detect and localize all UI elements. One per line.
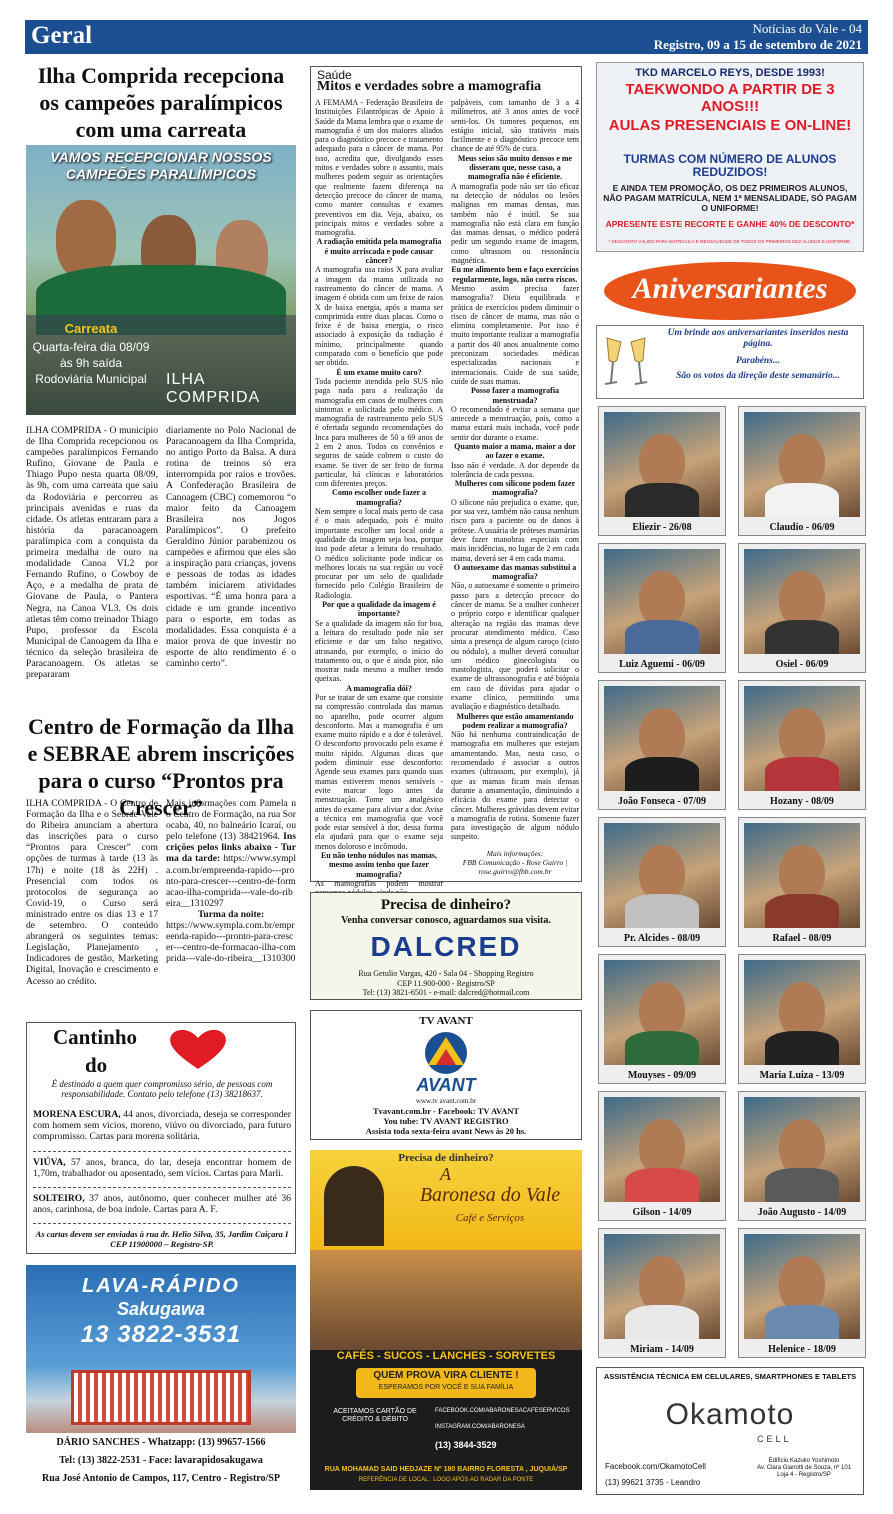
birthday-caption: Pr. Alcides - 08/09 xyxy=(623,933,701,944)
cafe-addr: RUA MOHAMAD SAID HEDJAZE Nº 180 BAIRRO FLORESTA , JUQUIÁ/SP xyxy=(324,1466,568,1473)
birthday-caption: Maria Luiza - 13/09 xyxy=(759,1070,845,1081)
tvavant-ad xyxy=(310,1010,582,1140)
cafe-top: Precisa de dinheiro? xyxy=(398,1152,494,1164)
birthday-caption: Mouyses - 09/09 xyxy=(627,1070,697,1081)
birthday-portrait xyxy=(604,412,720,517)
birthday-photo xyxy=(598,1228,726,1358)
saude-paragraph: Por se tratar de um exame que consiste na compressão controlada das mamas no aparelho, pode ocorrer algum desconforto. Mas a mamografia é um exame muito rápido e a dor é tolerável. O desconforto provocado pelo exame é muito rápido. Algumas dicas que podem diminuir esse desconforto: Agende seus exames para quando suas mamas estiverem menos sensíveis - evite marcar logo antes da menstruação. Tome um analgésico antes do exame para aliviar a dor. Avise a técnica em mamografia que você pode estar sensível à dor, dessa forma ela ajudará para que o exame seja menos doloroso e incômodo. xyxy=(315,693,443,851)
saude-credit xyxy=(451,849,579,876)
portrait-face xyxy=(779,434,825,490)
dalcred-cep: CEP 11.900-000 - Registro/SP xyxy=(397,979,495,988)
aniv-msg1: Um brinde aos aniversariantes inseridos nesta página. xyxy=(667,328,849,349)
saude-col-b xyxy=(451,98,579,848)
cafe-brand1: A xyxy=(440,1164,451,1184)
cantinho-box xyxy=(26,1022,296,1254)
portrait-face xyxy=(639,434,685,490)
okamoto-ad xyxy=(596,1367,864,1495)
birthday-caption: Rafael - 08/09 xyxy=(772,933,832,944)
saude-question: Eu não tenho nódulos nas mamas, mesmo assim tenho que fazer mamografia? xyxy=(320,851,438,879)
tkd-l1: TKD MARCELO REYS, DESDE 1993! xyxy=(635,67,825,79)
tkd-l3: AULAS PRESENCIAIS E ON-LINE! xyxy=(608,117,852,134)
tkd-ad xyxy=(596,62,864,252)
addr-line: Av. Clara Gianotti de Souza, nº 101 xyxy=(756,1465,852,1471)
portrait-shirt xyxy=(765,894,839,928)
birthday-portrait xyxy=(744,412,860,517)
saude-paragraph: Mesmo assim precisa fazer mamografia? Dieta equilibrada e prática de exercícios podem diminuir o risco de câncer de mama, mas não o elimina completamente. Por isso é muito importante realizar a mamografia a partir dos 40 anos anualmente como preconizam sociedades médicas especializadas nacionais e internacionais. Cuide de sua saúde, cuide de suas mamas. xyxy=(451,283,579,386)
birthday-caption: Osiel - 06/09 xyxy=(775,659,829,670)
portrait-shirt xyxy=(625,1031,699,1065)
saude-paragraph: Não há nenhuma contraindicação de mamografia em mulheres que estejam amamentando. Mas, nesta caso, o recomendado é associar a outros exames (ultrassom, por exemplo), já que as mamas ficam mais densas durante a amamentação, diminuindo a eficácia do exame para detectar o câncer. Mulheres grávidas devem evitar a mamografia de rotina. Somente fazer para investigação de algum nódulo suspeito. xyxy=(451,730,579,842)
aniv-message-box xyxy=(596,325,864,399)
portrait-shirt xyxy=(765,1305,839,1339)
portrait-face xyxy=(779,982,825,1038)
lava-title: LAVA-RÁPIDO xyxy=(82,1275,240,1297)
paper-title: Notícias do Vale - 04 xyxy=(752,21,862,36)
dalcred-tel: Tel: (13) 3821-6501 - e-mail: dalcred@hotmail.com xyxy=(362,988,530,997)
portrait-face xyxy=(639,1119,685,1175)
dalcred-title: Precisa de dinheiro? xyxy=(380,897,512,913)
addr-line: Loja 4 - Registro/SP xyxy=(777,1472,831,1478)
article1-col2: diariamente no Polo Nacional de Paracanoagem da Ilha Comprida, no antigo Porto da Balsa. A dura rotina de treinos só era interrompida por raios e trovões. A Confederação Brasileira de Canoagem (CBC) comemorou “o maior feito da Canoagem Brasileira nos Jogos Paralímpicos”. O prefeito Geraldino Júnior parabenizou os campeões e afirmou que eles são a inspiração para crianças, jovens e pessoas de todas as idades também iniciarem atividades esportivas. “É uma honra para a cidade e um grande incentivo para o esporte, em todas as modalidades. Essa conquista é a maior prova de que investir no esporte de alto rendimento é o caminho certo”. xyxy=(166,425,296,669)
portrait-shirt xyxy=(765,483,839,517)
birthday-caption: Eliezir - 26/08 xyxy=(632,522,692,533)
birthday-caption: Luiz Aguemi - 06/09 xyxy=(619,659,705,670)
saude-paragraph: A FEMAMA - Federação Brasileira de Instituições Filantrópicas de Apoio à Saúde da Mama lembra que o exame de mamografia é um dos maiores aliados para o diagnóstico precoce e tratamento adequado para o câncer de mama. Por isso, acredita que, divulgando esses mitos e verdades sobre o assunto, mais mulheres podem seguir as orientações que realmente fazem diferença na detecção precoce do câncer de mama, como manter consultas e exames preventivos em dia. Veja, abaixo, os principais mitos e verdades sobre a mamografia. xyxy=(315,98,443,238)
article2-title: Centro de Formação da Ilha e SEBRAE abrem inscrições para o curso “Prontos pra Crescer” xyxy=(27,714,295,820)
cafe-brand3: Café e Serviços xyxy=(455,1212,525,1224)
portrait-face xyxy=(639,845,685,901)
saude-paragraph: As mamografias podem mostrar xyxy=(315,878,443,888)
photo-logo: ILHA COMPRIDA xyxy=(166,371,261,406)
cafe-ig[interactable]: INSTAGRAM.COM/ABARONESA xyxy=(435,1424,525,1430)
avant-logo-icon xyxy=(416,1031,476,1075)
baronesa-ad xyxy=(310,1150,582,1490)
page-header xyxy=(25,20,868,54)
birthday-caption: Helenice - 18/09 xyxy=(768,1344,836,1355)
birthday-portrait xyxy=(744,549,860,654)
portrait-shirt xyxy=(625,757,699,791)
portrait-shirt xyxy=(625,1168,699,1202)
dalcred-ad xyxy=(310,892,582,1000)
portrait-face xyxy=(639,571,685,627)
photo-carreata: Carreata xyxy=(64,321,118,336)
saude-question: Como escolher onde fazer a mamografia? xyxy=(332,488,426,507)
cantinho-ad-1 xyxy=(33,1109,291,1142)
portrait-shirt xyxy=(765,620,839,654)
birthday-portrait xyxy=(604,686,720,791)
ad-head: MORENA ESCURA, xyxy=(33,1109,121,1120)
cafe-promo1: QUEM PROVA VIRA CLIENTE ! xyxy=(373,1370,519,1381)
credit-text: FBB Comunicação - Rose Guirro | rose.guirro@fbb.com.br xyxy=(462,858,568,876)
saude-question: Posso fazer a mamografia menstruada? xyxy=(470,386,560,405)
article2-link-tarde[interactable]: https://www.sympla.com.br/empreenda-rapido---pronto-para-crescer---centro-de-formacao-ilha-comprida---vale-do-ribeira__1310297 xyxy=(166,853,296,909)
lava-line1: DÁRIO SANCHES - Whatzapp: (13) 99657-1566 xyxy=(56,1437,266,1448)
portrait-shirt xyxy=(765,1168,839,1202)
tkd-l5: E AINDA TEM PROMOÇÃO, OS DEZ PRIMEIROS ALUNOS, NÃO PAGAM MATRÍCULA, NEM 1ª MENSALIDADE, SÓ PAGAM O UNIFORME! xyxy=(603,183,857,213)
birthday-photo xyxy=(738,1091,866,1221)
birthday-caption: Hozany - 08/09 xyxy=(770,796,834,807)
okamoto-wa: (13) 99621 3735 - Leandro xyxy=(605,1478,701,1487)
saude-paragraph: palpáveis, com tamanho de 3 a 4 milímetros, até 3 anos antes de você senti-los. Os tumores pequenos, em estágio inicial, são tratáveis mais facilmente e o diagnóstico precoce tem chance de até 95% de cura. xyxy=(451,98,579,154)
photo-banner: VAMOS RECEPCIONAR NOSSOS CAMPEÕES PARALÍMPICOS xyxy=(50,149,272,182)
birthday-photo xyxy=(738,543,866,673)
aniv-title-oval xyxy=(604,262,856,320)
ad-text: 44 anos, divorciada, deseja se corresponder com homem sem vícios, moreno, viúvo ou divorciado, para futuro compromisso. Cartas para morena solitária. xyxy=(33,1109,291,1143)
saude-question: A mamografia dói? xyxy=(346,683,412,693)
birthday-portrait xyxy=(604,1234,720,1339)
lava-line2: Tel: (13) 3822-2531 - Face: lavarapidosakugawa xyxy=(59,1455,263,1466)
cantinho-ad-3 xyxy=(33,1193,291,1215)
birthday-photo xyxy=(738,680,866,810)
portrait-shirt xyxy=(625,483,699,517)
saude-question: A radiação emitida pela mamografia é muito arriscada e pode causar câncer? xyxy=(316,237,442,266)
article1-col1: ILHA COMPRIDA - O município de Ilha Comprida recepcionou os campeões paralímpicos Fernando Rufino, Giovane de Paula e Thiago Pupo nesta quarta 08/09, às 9h, com uma carreata que saiu da Rodoviária e percorreu as principais avenidas e ruas da cidade. Os atletas entraram para a história da paracanoagem paralímpica com a conquista da primeira medalha de ouro na modalidade Canoa VL2 por Fernando Rufino, o Cowboy de Aço, e a medalha de prata de Giovane de Paula, o Pantera Negra, na Canoa VL3. Os dois atletas têm como treinador Thiago Pupo, professor da Escola Municipal de Canoagem da Ilha e técnico da seleção brasileira de Paracanoagem. Os atletas se prepararam xyxy=(26,425,158,681)
cafe-cards: ACEITAMOS CARTÃO DE CRÉDITO & DÉBITO xyxy=(333,1408,417,1423)
lava-line3: Rua José Antonio de Campos, 117, Centro - Registro/SP xyxy=(42,1473,280,1484)
aniv-msg2: Parabéns... xyxy=(735,356,781,366)
birthday-caption: Claudio - 06/09 xyxy=(769,522,835,533)
aniv-msg3: São os votos da direção deste semanário... xyxy=(676,371,840,381)
article2-col2 xyxy=(166,798,296,1003)
section-title: Geral xyxy=(31,22,93,49)
tvavant-title: TV AVANT xyxy=(419,1015,473,1027)
saude-paragraph: Não, o autoexame é somente o primeiro passo para a detecção precoce do câncer de mama. Se a mulher conhecer o próprio corpo e identificar qualquer alteração na região das mamas deve procurar atendimento médico. Caso sinta a presença de algum caroço (cisto ou nódulo), a mulher deverá consultar um médico ginecologista ou mastologista, que poderá solicitar o exame de ultrassonografia e até biópsia em caso de dúvidas para ajudar o exame clínico, permitindo uma avaliação e diagnóstico detalhado. xyxy=(451,581,579,712)
portrait-face xyxy=(779,1119,825,1175)
birthday-portrait xyxy=(604,960,720,1065)
okamoto-brand: Okamoto xyxy=(665,1398,795,1431)
birthday-photo xyxy=(598,543,726,673)
portrait-face xyxy=(639,982,685,1038)
photo-info: Quarta-feira dia 08/09 às 9h saída Rodoviária Municipal xyxy=(32,340,150,386)
birthday-photo xyxy=(738,1228,866,1358)
tvavant-brand: AVANT xyxy=(416,1075,476,1095)
tkd-l6: APRESENTE ESTE RECORTE E GANHE 40% DE DESCONTO* xyxy=(605,219,855,229)
portrait-face xyxy=(639,1256,685,1312)
saude-paragraph: A mamografia pode não ser tão eficaz na detecção de nódulos ou lesões malignas em mamas densas, mas também não é inútil. Se sua mamografia não está clara em função das mamas densas, o médico poderá pedir um segundo exame de imagem, como ultrassom ou ressonância magnética. xyxy=(451,181,579,266)
cantinho-ad-2 xyxy=(33,1157,291,1179)
portrait-shirt xyxy=(765,757,839,791)
saude-question: É um exame muito caro? xyxy=(336,367,422,377)
article2-noite-label: Turma da noite: xyxy=(197,908,265,920)
birthday-caption: Miriam - 14/09 xyxy=(630,1344,694,1355)
birthday-caption: João Augusto - 14/09 xyxy=(757,1207,847,1218)
portrait-face xyxy=(779,571,825,627)
saude-paragraph: Isso não é verdade. A dor depende da tolerância de cada pessoa. xyxy=(451,460,579,479)
okamoto-sub: CELL xyxy=(757,1434,792,1444)
tvavant-l1: Tvavant.com.br - Facebook: TV AVANT xyxy=(372,1106,520,1116)
birthday-portrait xyxy=(604,823,720,928)
saude-box xyxy=(310,66,582,888)
cafe-fb[interactable]: FACEBOOK.COM/ABARONESACAFESERVICOS xyxy=(435,1408,570,1414)
birthday-portrait xyxy=(744,1234,860,1339)
okamoto-fb[interactable]: Facebook.com/OkamotoCell xyxy=(605,1462,706,1471)
article1-title: Ilha Comprida recepciona os campeões paralímpicos com uma carreata xyxy=(37,63,285,142)
ad-text: 57 anos, branca, do lar, deseja encontrar homem de 1,70m, trabalhador ou aposentado, sem vícios. Cartas para Marli. xyxy=(33,1157,291,1180)
portrait-shirt xyxy=(765,1031,839,1065)
champagne-glasses-icon xyxy=(601,334,651,390)
saude-title: Mitos e verdades sobre a mamografia xyxy=(317,79,542,94)
birthday-photo xyxy=(598,817,726,947)
tkd-l4: TURMAS COM NÚMERO DE ALUNOS REDUZIDOS! xyxy=(623,152,837,179)
article2-contact: Mais informações com Pamela no Centro de Formação, na rua Sorocaba, 40, no balneário Icaraí, ou pelo telefone (13) 38421964. xyxy=(166,798,296,843)
birthday-portrait xyxy=(604,1097,720,1202)
saude-paragraph: Se a qualidade da imagem não for boa, a leitura do resultado pode não ser eficiente e dar um falso negativo, atrasando, por exemplo, o início do tratamento ou, o que é ainda pior, não mostrar nada mesmo a mulher tendo queixas. xyxy=(315,618,443,684)
birthday-portrait xyxy=(744,823,860,928)
birthday-portrait xyxy=(604,549,720,654)
ad-text: 37 anos, autônomo, quer conhecer mulher até 36 anos, carinhosa, de boa índole. Cartas para A. F. xyxy=(33,1193,291,1216)
edition-date: Registro, 09 a 15 de setembro de 2021 xyxy=(653,37,862,52)
cantinho-title2: do xyxy=(85,1053,108,1077)
cafe-brand2: Baronesa do Vale xyxy=(419,1184,561,1206)
birthday-photo xyxy=(598,406,726,536)
lava-phone: 13 3822-3531 xyxy=(80,1321,242,1348)
saude-question: Eu me alimento bem e faço exercícios regularmente, logo, não corro riscos. xyxy=(451,265,579,284)
portrait-face xyxy=(779,845,825,901)
lava-name: Sakugawa xyxy=(116,1299,206,1319)
portrait-shirt xyxy=(625,1305,699,1339)
article2-links-label: Inscrições pelos links abaixo - Turma da tarde: xyxy=(166,831,296,865)
saude-paragraph: Toda paciente atendida pelo SUS não paga nada para a realização da mamografia em casos de mulheres com sintomas e solicitada pelo médico. A mamografia de rastreamento pelo SUS é ofertada segundo recomendações do Inca para mulheres de 50 a 69 anos de 2 em 2 anos. Todos os convênios e seguros de saúde cobrem o custo do exame. Se tiver de ser feito de forma particular, há clínicas e laboratórios com diferentes preços. xyxy=(315,376,443,489)
saude-question: Mulheres com silicone podem fazer mamografia? xyxy=(454,479,576,498)
article2-col1: ILHA COMPRIDA - O Centro de Formação da Ilha e o Sebrae-Vale do Ribeira anunciam a abertura das inscrições para o curso “Prontos para Crescer” com opções de turmas à tarde (13 às 17h) e noite (18 às 22H) . Presencial com todos os protocolos de segurança ao Covid-19, o Curso será ministrado entre os dias 13 e 17 de setembro. O conteúdo abrangerá os seguintes temas: Legislação, Planejamento , Indicadores de gestão, Marketing Digital, Inovação e crescimento e Acesso ao crédito. xyxy=(26,798,158,987)
okamoto-addr xyxy=(747,1458,861,1479)
cafe-lady-illustration xyxy=(324,1166,384,1246)
portrait-face xyxy=(639,708,685,764)
saude-paragraph: A mamografia usa raios X para avaliar a imagem da mama utilizada no rastreamento do câncer de mama. A imagem é obtida com um feixe de raios X de baixa energia, após a mama ser comprimida entre duas placas. Como o feixe é de baixa energia, o risco associado à exposição da radiação é mínimo, principalmente quando comparado com o benefício que pode ser obtido. xyxy=(315,265,443,368)
cafe-menu: CAFÉS - SUCOS - LANCHES - SORVETES xyxy=(336,1350,556,1362)
birthday-photo xyxy=(598,954,726,1084)
birthday-caption: Gilson - 14/09 xyxy=(632,1207,692,1218)
okamoto-top: ASSISTÊNCIA TÉCNICA EM CELULARES, SMARTPHONES E TABLETS xyxy=(603,1372,857,1381)
article2-link-noite[interactable]: https://www.sympla.com.br/empreenda-rapido---pronto-para-crescer---centro-de-formacao-ilha-comprida---vale-do-ribeira__1310300 xyxy=(166,920,296,965)
saude-question: Meus seios são muito densos e me disseram que, nesse caso, a mamografia não é eficiente. xyxy=(457,153,573,182)
cafe-ref: REFERÊNCIA DE LOCAL : LOGO APÓS AO RADAR DA PONTE xyxy=(358,1477,534,1483)
ad-head: SOLTEIRO, xyxy=(33,1193,85,1204)
tvavant-l2: You tube: TV AVANT REGISTRO xyxy=(383,1116,509,1126)
addr-line: Edifício Kazuko Yoshimoto xyxy=(768,1458,840,1464)
birthday-portrait xyxy=(744,1097,860,1202)
dalcred-sub: Venha conversar conosco, aguardamos sua visita. xyxy=(341,915,551,926)
saude-paragraph: Nem sempre o local mais perto de casa é o mais adequado, pois é muito importante escolher um local onde a qualidade da imagem seja boa, porque isso pode afetar a leitura do resultado. O médico solicitante pode indicar os melhores locais na sua região ou você procurar por um selo de qualidade fornecido pelo Colégio Brasileiro de Radiologia. xyxy=(315,507,443,600)
tkd-l7: * DESCONTO VÁLIDO PARA MATRÍCULA E MENSALIDADE DE TODOS OS PRIMEIROS DEZ ALUNOS E UNIFORME. xyxy=(608,239,852,244)
cafe-phone: (13) 3844-3529 xyxy=(435,1440,497,1450)
saude-kicker: Saúde xyxy=(317,68,352,82)
saude-question: O autoexame das mamas substitui a mamografia? xyxy=(453,562,577,582)
birthday-photo xyxy=(738,406,866,536)
dalcred-addr: Rua Getulio Vargas, 420 - Sala 04 - Shopping Registro xyxy=(358,969,534,978)
birthday-photo xyxy=(738,954,866,1084)
cantinho-footer: As cartas devem ser enviadas à rua dr. Helio Silva, 35, Jardim Caiçara I CEP 11900000 – Registro-SP. xyxy=(35,1229,289,1249)
cantinho-intro: É destinado a quem quer compromisso sério, de pessoas com responsabilidade. Contato pelo telefone (13) 38218637. xyxy=(51,1079,273,1099)
saude-question: Por que a qualidade da imagem é importante? xyxy=(322,600,436,619)
ad-head: VIÚVA, xyxy=(33,1157,66,1168)
portrait-shirt xyxy=(625,894,699,928)
dalcred-logo: DALCRED xyxy=(370,931,522,962)
tkd-l2: TAEKWONDO A PARTIR DE 3 ANOS!!! xyxy=(625,81,835,115)
birthday-portrait xyxy=(744,686,860,791)
saude-question: Quanto maior a mama, maior a dor ao fazer o exame. xyxy=(454,441,576,461)
birthday-portrait xyxy=(744,960,860,1065)
birthday-photo xyxy=(598,680,726,810)
lava-rapido-ad xyxy=(26,1265,296,1491)
aniv-title: Aniversariantes xyxy=(632,272,828,305)
article1-photo xyxy=(26,145,296,415)
portrait-face xyxy=(779,708,825,764)
saude-paragraph: O recomendado é evitar a semana que antecede a menstruação, pois, como a mama estará mais inchada, você pode sentir dor durante o exame. xyxy=(451,404,579,442)
saude-paragraph: O silicone não prejudica o exame, que, por sua vez, também não causa nenhum risco para a paciente ou de danos à prótese. A usuária de próteses mamárias deve fazer manobras especiais com mais incidências, no lugar de 2 em cada mama, deverá ser 4 em cada mama. xyxy=(451,497,579,563)
cafe-promo2: ESPERAMOS POR VOCÊ E SUA FAMÍLIA xyxy=(378,1384,514,1391)
portrait-shirt xyxy=(625,620,699,654)
saude-col-a xyxy=(315,98,443,888)
credit-label: Mais informações: xyxy=(486,849,544,858)
saude-question: Mulheres que estão amamentando podem realizar a mamografia? xyxy=(456,711,574,730)
birthday-caption: João Fonseca - 07/09 xyxy=(617,796,707,807)
portrait-face xyxy=(779,1256,825,1312)
birthday-photo xyxy=(738,817,866,947)
birthday-photo xyxy=(598,1091,726,1221)
tvavant-l3: Assista toda sexta-feira avant News às 20 hs. xyxy=(365,1126,527,1136)
cantinho-title1: Cantinho xyxy=(53,1025,138,1049)
tvavant-site: www.tv avant.com.br xyxy=(415,1097,477,1105)
heart-icon xyxy=(167,1027,229,1071)
